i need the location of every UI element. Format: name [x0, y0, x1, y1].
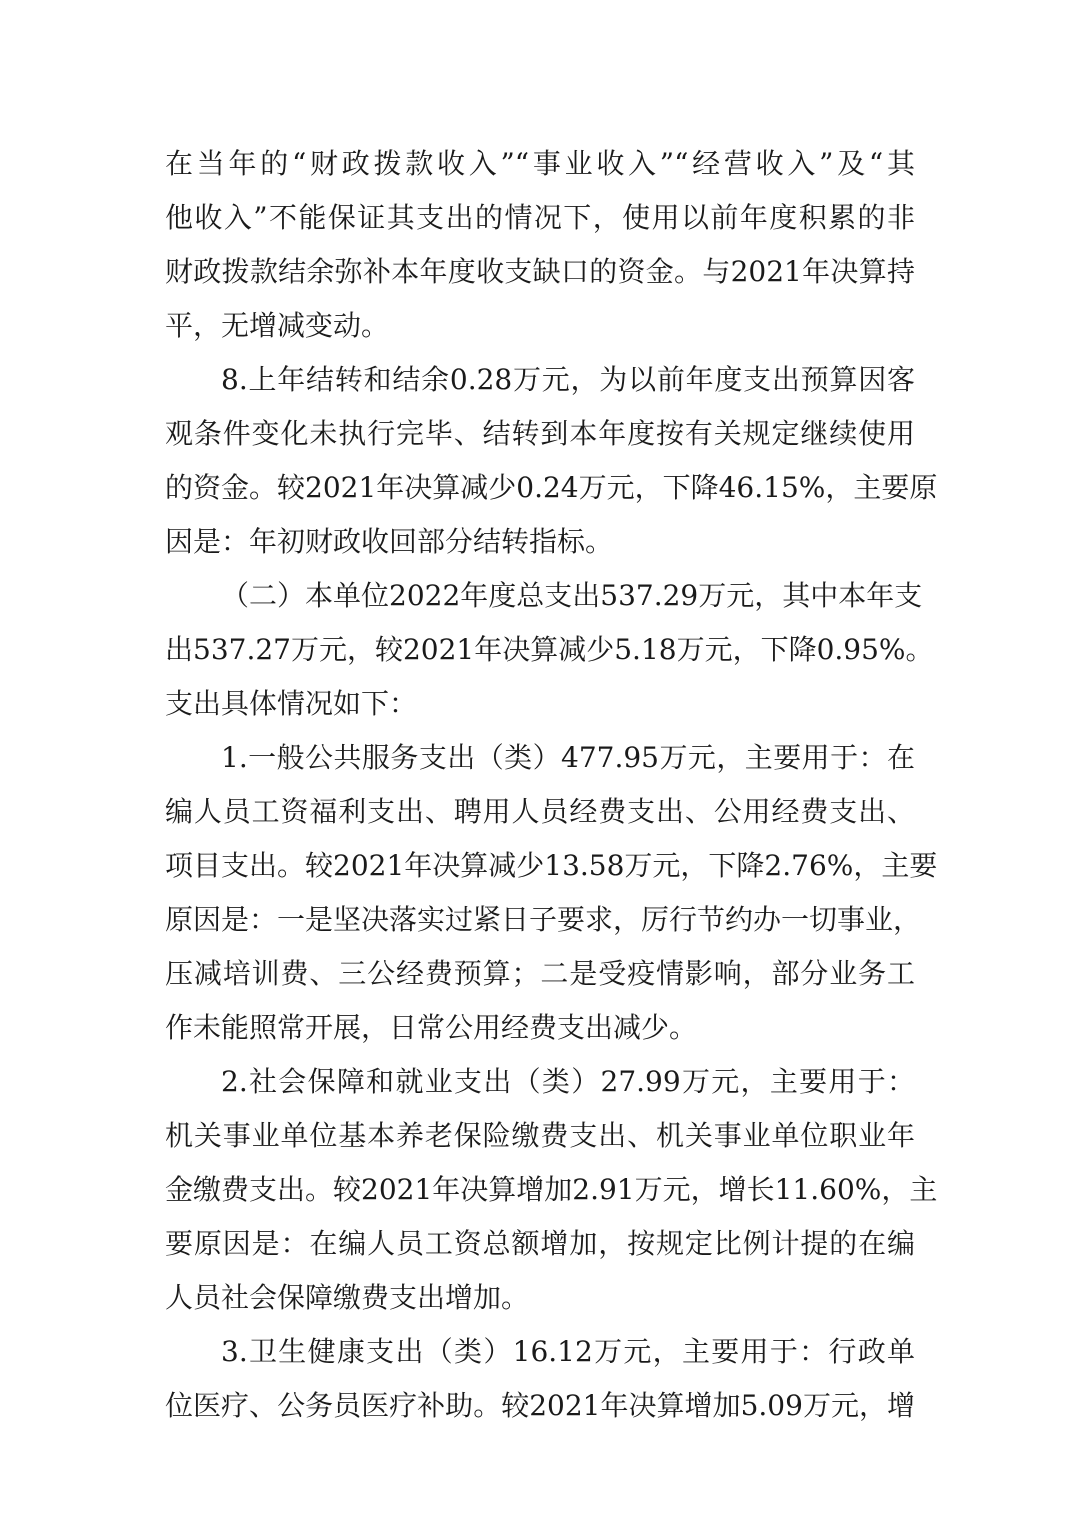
- text-line: 8.上年结转和结余0.28万元，为以前年度支出预算因客: [221, 363, 915, 396]
- paragraph-health: [165, 1325, 915, 1433]
- text-line: 位医疗、公务员医疗补助。较2021年决算增加5.09万元，增: [165, 1389, 915, 1422]
- text-line: 3.卫生健康支出（类）16.12万元，主要用于：行政单: [221, 1335, 915, 1368]
- text-line: 金缴费支出。较2021年决算增加2.91万元，增长11.60%，主: [165, 1173, 938, 1206]
- text-line: 机关事业单位基本养老保险缴费支出、机关事业单位职业年: [165, 1119, 915, 1152]
- text-line: 平，无增减变动。: [165, 309, 390, 342]
- paragraph-general-public-services: [165, 731, 938, 1055]
- paragraph-carryover: [165, 353, 938, 569]
- text-line: 作未能照常开展，日常公用经费支出减少。: [165, 1011, 698, 1044]
- text-line: 原因是：一是坚决落实过紧日子要求，厉行节约办一切事业，: [165, 903, 922, 936]
- paragraph-other-income: [165, 137, 915, 353]
- document-page: [165, 137, 938, 1433]
- paragraph-social-security: [165, 1055, 938, 1325]
- text-line: 的资金。较2021年决算减少0.24万元，下降46.15%，主要原: [165, 471, 938, 504]
- text-line: 压减培训费、三公经费预算；二是受疫情影响，部分业务工: [165, 957, 915, 990]
- paragraph-total-expenditure: [165, 569, 934, 731]
- text-line: （二）本单位2022年度总支出537.29万元，其中本年支: [221, 579, 923, 612]
- text-line: 观条件变化未执行完毕、结转到本年度按有关规定继续使用: [165, 417, 915, 450]
- text-line: 人员社会保障缴费支出增加。: [165, 1281, 530, 1314]
- text-line: 因是：年初财政收回部分结转指标。: [165, 525, 614, 558]
- text-line: 项目支出。较2021年决算减少13.58万元，下降2.76%，主要: [165, 849, 938, 882]
- text-line: 1.一般公共服务支出（类）477.95万元，主要用于：在: [221, 741, 915, 774]
- text-line: 出537.27万元，较2021年决算减少5.18万元，下降0.95%。: [165, 633, 934, 666]
- text-line: 在当年的“财政拨款收入”“事业收入”“经营收入”及“其: [165, 147, 915, 180]
- text-line: 2.社会保障和就业支出（类）27.99万元，主要用于：: [221, 1065, 915, 1098]
- text-line: 他收入”不能保证其支出的情况下，使用以前年度积累的非: [165, 201, 915, 234]
- text-line: 要原因是：在编人员工资总额增加，按规定比例计提的在编: [165, 1227, 915, 1260]
- text-line: 编人员工资福利支出、聘用人员经费支出、公用经费支出、: [165, 795, 915, 828]
- text-line: 财政拨款结余弥补本年度收支缺口的资金。与2021年决算持: [165, 255, 915, 288]
- text-line: 支出具体情况如下：: [165, 687, 418, 720]
